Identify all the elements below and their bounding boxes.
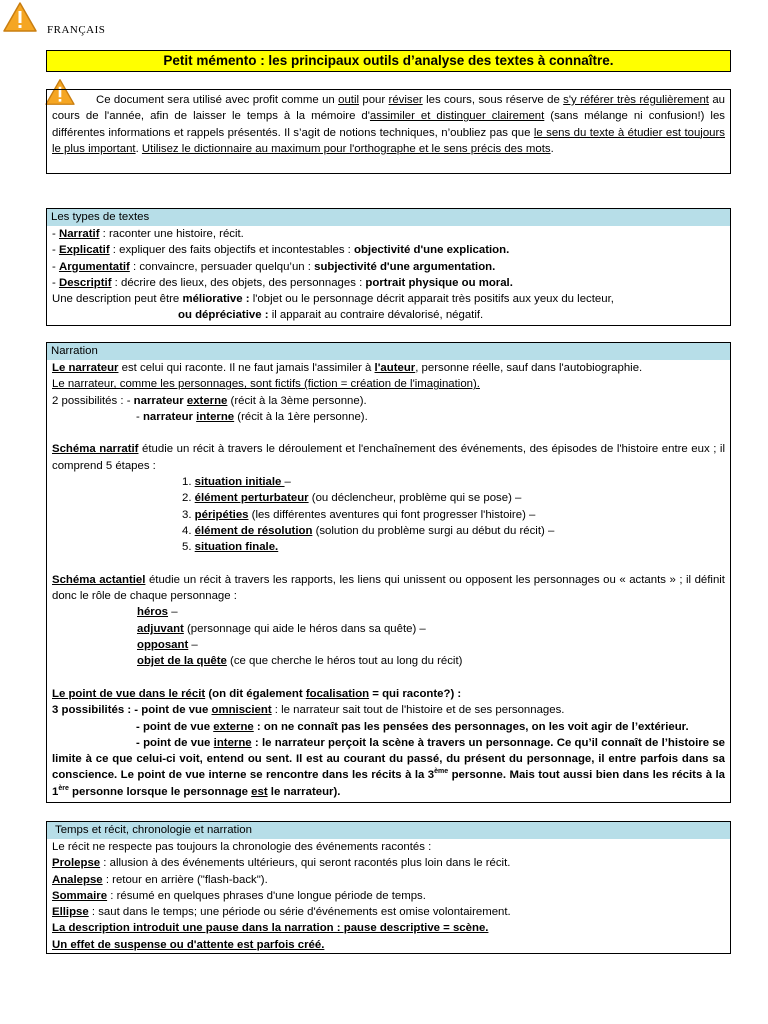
- paragraph: Le narrateur, comme les personnages, sont fictifs (fiction = création de l'imagination).: [52, 378, 480, 391]
- types-section: [46, 208, 731, 326]
- section-heading: Temps et récit, chronologie et narration: [47, 822, 730, 839]
- section-heading: Narration: [47, 343, 730, 360]
- temps-section: [46, 821, 731, 954]
- list-item: Sommaire : résumé en quelques phrases d'une longue période de temps.: [52, 889, 426, 902]
- list-item: Analepse : retour en arrière ("flash-back").: [52, 873, 268, 886]
- paragraph: La description introduit une pause dans la narration : pause descriptive = scène.: [52, 922, 489, 935]
- list-item: - Explicatif : expliquer des faits objectifs et incontestables : objectivité d'une explication.: [52, 244, 510, 257]
- list-item: 2. élément perturbateur (ou déclencheur, problème qui se pose) –: [182, 492, 522, 505]
- list-item: Prolepse : allusion à des événements ultérieurs, qui seront racontés plus loin dans le récit.: [52, 857, 511, 870]
- list-item: - Narratif : raconter une histoire, récit.: [52, 228, 244, 240]
- list-item: Ellipse : saut dans le temps; une période ou série d'événements est omise volontairement.: [52, 906, 511, 919]
- list-item: objet de la quête (ce que cherche le héros tout au long du récit): [137, 655, 463, 668]
- section-heading: Les types de textes: [47, 209, 730, 226]
- paragraph: Le point de vue dans le récit (on dit également focalisation = qui raconte?) :: [52, 687, 462, 700]
- list-item: 3. péripéties (les différentes aventures qui font progresser l'histoire) –: [182, 508, 536, 521]
- header-label: FRANÇAIS: [47, 24, 106, 36]
- list-item: 4. élément de résolution (solution du problème surgi au début du récit) –: [182, 524, 555, 537]
- intro-box: [46, 89, 731, 174]
- intro-text: Ce document sera utilisé avec profit comme un outil pour réviser les cours, sous réserve de s'y référer très régulièrement au cours de l'année, afin de laisser le temps à la mémoire d'assimiler et distinguer clairement (sans mélange ni confusion!) les différentes informations et rappels présentés. Il s’agit de notions techniques, n’oubliez pas que le sens du texte à étudier est toujours le plus important. Utilisez le dictionnaire au maximum pour l'orthographe et le sens précis des mots.: [52, 94, 726, 155]
- list-item: - Descriptif : décrire des lieux, des objets, des personnages : portrait physique ou moral.: [52, 276, 513, 289]
- warning-icon: [2, 1, 38, 33]
- list-item: opposant –: [137, 639, 198, 652]
- list-item: adjuvant (personnage qui aide le héros dans sa quête) –: [137, 622, 426, 635]
- paragraph: Un effet de suspense ou d'attente est parfois créé.: [52, 938, 325, 951]
- paragraph: Le narrateur est celui qui raconte. Il ne faut jamais l'assimiler à l'auteur, personne réelle, sauf dans l'autobiographie.: [52, 362, 643, 374]
- paragraph: - narrateur interne (récit à la 1ère personne).: [136, 410, 368, 423]
- page-title: Petit mémento : les principaux outils d’analyse des textes à connaître.: [46, 50, 731, 72]
- list-item: héros –: [137, 606, 178, 619]
- narration-section: [46, 342, 731, 803]
- list-item: Une description peut être méliorative : l'objet ou le personnage décrit apparait très positifs aux yeux du lecteur,: [52, 293, 614, 306]
- paragraph: - point de vue interne : le narrateur perçoit la scène à travers un personnage. Ce qu’il connaît de l’histoire se limite à ce que celui-ci voit, entend ou sent. Il est au courant du passé, du présent du personnage, il entre parfois dans sa conscience. Le point de vue interne se rencontre dans les récits à la 3ème personne. Mais tout aussi bien dans les récits à la 1ère personne lorsque le personnage est le narrateur).: [52, 736, 725, 798]
- paragraph: Le récit ne respecte pas toujours la chronologie des événements racontés :: [52, 841, 432, 853]
- list-item: - Argumentatif : convaincre, persuader quelqu’un : subjectivité d'une argumentation.: [52, 260, 496, 273]
- paragraph: Schéma actantiel étudie un récit à travers les rapports, les liens qui unissent ou opposent les personnages ou « actants » ; il définit donc le rôle de chaque personnage :: [52, 573, 725, 603]
- list-item: 5. situation finale.: [182, 541, 279, 554]
- paragraph: 2 possibilités : - narrateur externe (récit à la 3ème personne).: [52, 394, 367, 407]
- paragraph: - point de vue externe : on ne connaît pas les pensées des personnages, on les voit agir de l’extérieur.: [136, 720, 689, 733]
- paragraph: 3 possibilités : - point de vue omniscient : le narrateur sait tout de l'histoire et de ses personnages.: [52, 704, 565, 717]
- list-item: ou dépréciative : il apparait au contraire dévalorisé, négatif.: [178, 309, 484, 322]
- paragraph: Schéma narratif étudie un récit à travers le déroulement et l'enchaînement des événements, des épisodes de l'histoire entre eux ; il comprend 5 étapes :: [52, 443, 725, 472]
- list-item: 1. situation initiale –: [182, 476, 291, 489]
